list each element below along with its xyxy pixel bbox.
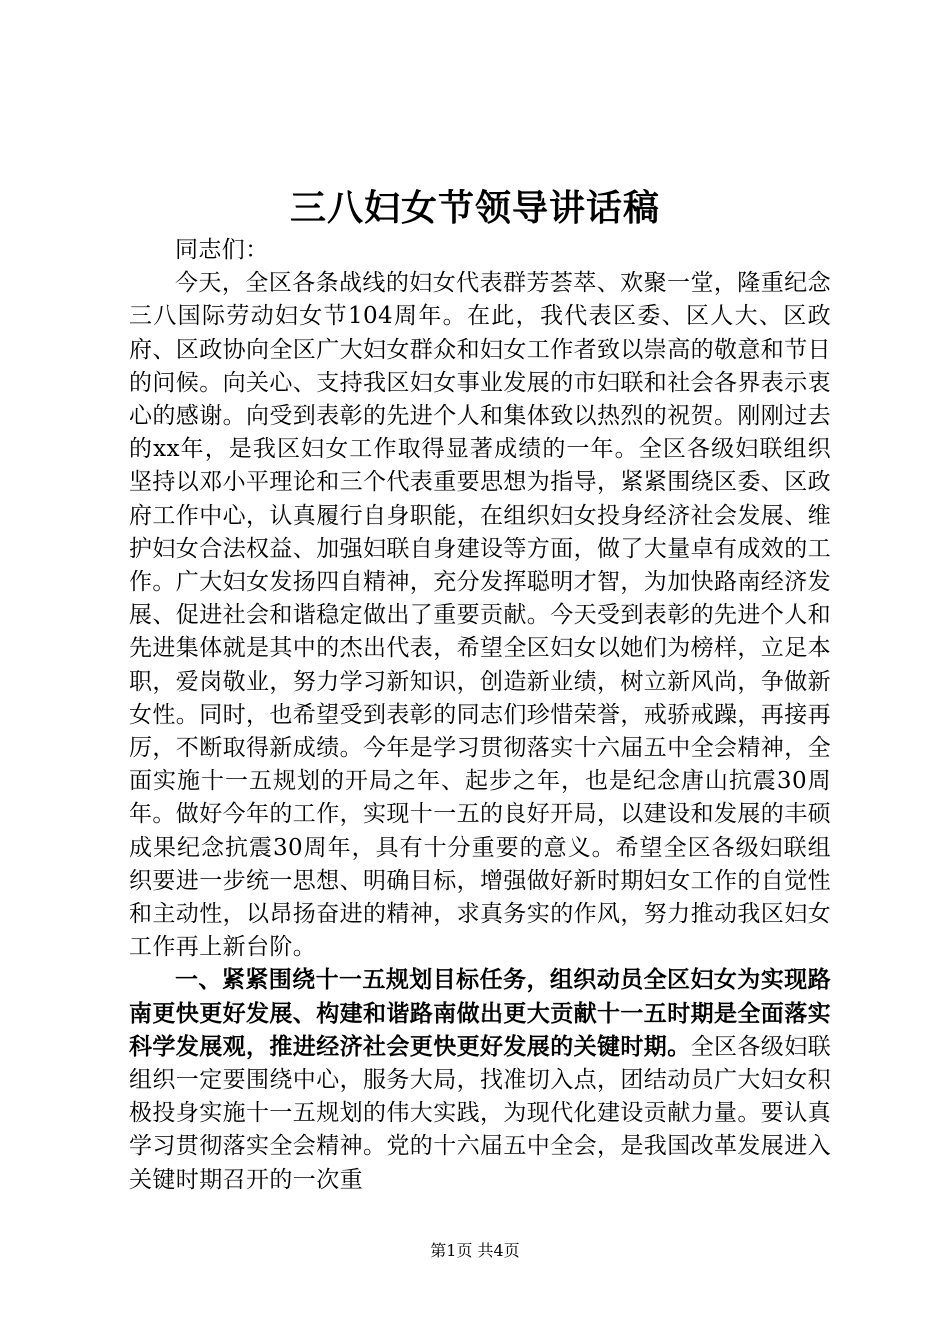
paragraph-opening: 今天，全区各条战线的妇女代表群芳荟萃、欢聚一堂，隆重纪念三八国际劳动妇女节104周年。在此，我代表区委、区人大、区政府、区政协向全区广大妇女群众和妇女工作者致以崇高的敬意和节日的问候。向关心、支持我区妇女事业发展的市妇联和社会各界表示衷心的感谢。向受到表彰的先进个人和集体致以热烈的祝贺。刚刚过去的xx年，是我区妇女工作取得显著成绩的一年。全区各级妇联组织坚持以邓小平理论和三个代表重要思想为指导，紧紧围绕区委、区政府工作中心，认真履行自身职能，在组织妇女投身经济社会发展、维护妇女合法权益、加强妇联自身建设等方面，做了大量卓有成效的工作。广大妇女发扬四自精神，充分发挥聪明才智，为加快路南经济发展、促进社会和谐稳定做出了重要贡献。今天受到表彰的先进个人和先进集体就是其中的杰出代表，希望全区妇女以她们为榜样，立足本职，爱岗敬业，努力学习新知识，创造新业绩，树立新风尚，争做新女性。同时，也希望受到表彰的同志们珍惜荣誉，戒骄戒躁，再接再厉，不断取得新成绩。今年是学习贯彻落实十六届五中全会精神，全面实施十一五规划的开局之年、起步之年，也是纪念唐山抗震30周年。做好今年的工作，实现十一五的良好开局，以建设和发展的丰硕成果纪念抗震30周年，具有十分重要的意义。希望全区各级妇联组织要进一步统一思想、明确目标，增强做好新时期妇女工作的自觉性和主动性，以昂扬奋进的精神，求真务实的作风，努力推动我区妇女工作再上新台阶。 — [129, 270, 831, 961]
greeting-line: 同志们： — [175, 237, 269, 263]
section-one-heading: 一、紧紧围绕十一五规划目标任务，组织动员全区妇女为实现路南更快更好发展、构建和谐路南做出更大贡献十一五时期是全面落实科学发展观，推进经济社会更快更好发展的关键时期。 — [129, 967, 831, 1060]
document-title: 三八妇女节领导讲话稿 — [289, 187, 660, 229]
paragraph-section-one — [129, 964, 831, 1196]
page-number-footer: 第1页 共4页 — [430, 1241, 520, 1260]
section-one-body: 全区各级妇联组织一定要围绕中心，服务大局，找准切入点，团结动员广大妇女积极投身实施十一五规划的伟大实践，为现代化建设贡献力量。要认真学习贯彻落实全会精神。党的十六届五中全会，是我国改革发展进入关键时期召开的一次重 — [129, 1033, 832, 1193]
document-body — [129, 234, 831, 1197]
